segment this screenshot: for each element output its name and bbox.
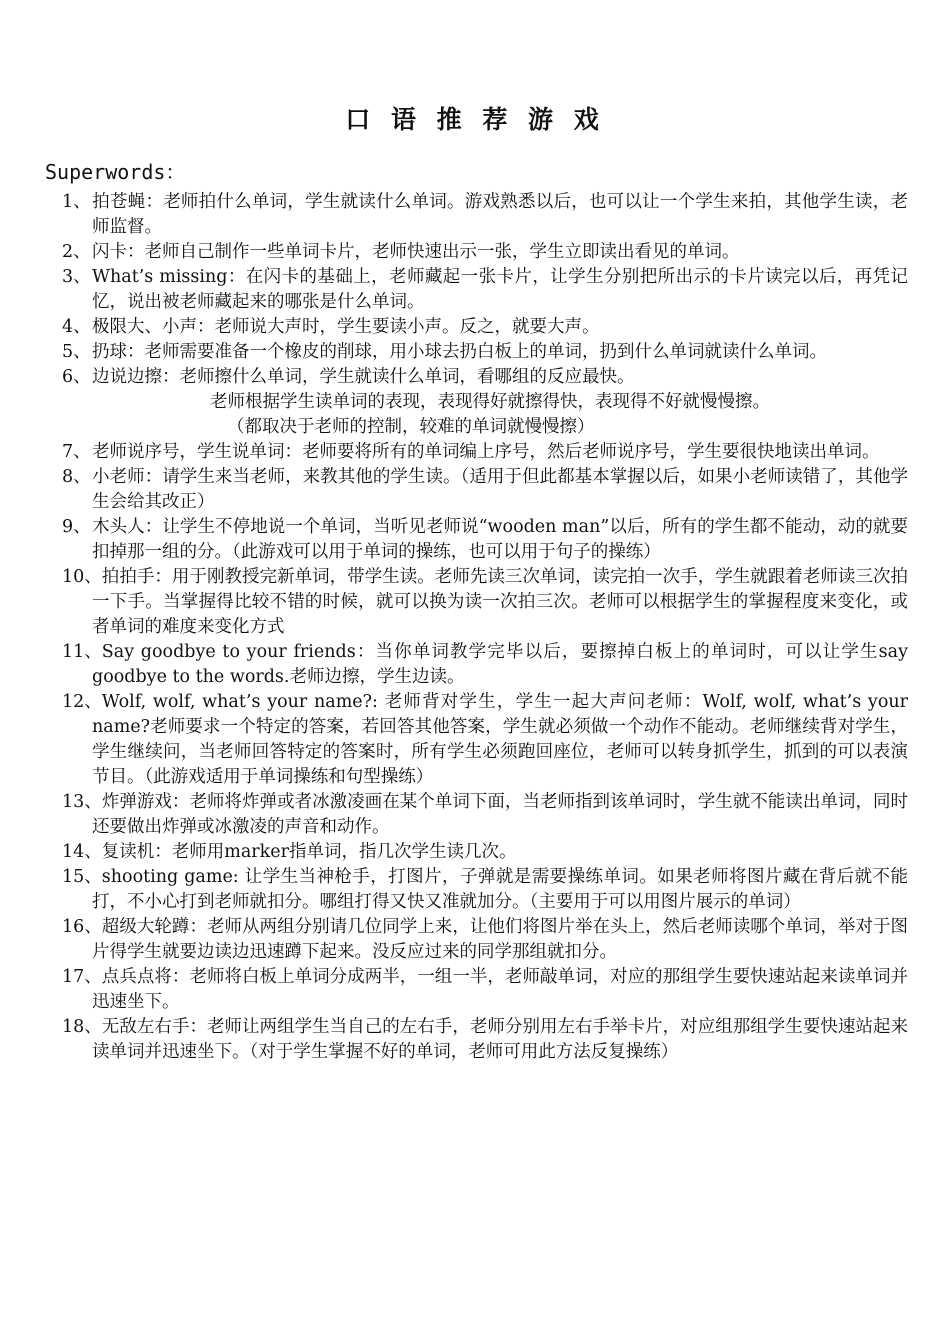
list-item bbox=[62, 915, 908, 965]
item-number: 6、 bbox=[62, 367, 91, 387]
item-subnote: 老师根据学生读单词的表现，表现得好就擦得快，表现得不好就慢慢擦。 bbox=[210, 392, 770, 412]
item-text: 拍拍手：用于刚教授完新单词，带学生读。老师先读三次单词，读完拍一次手，学生就跟着老师读三次拍一下手。当掌握得比较不错的时候，就可以换为读一次拍三次。老师可以根据学生的掌握程度来变化，或者单词的难度来变化方式 bbox=[92, 567, 908, 637]
item-subnote: （都取决于老师的控制，较难的单词就慢慢擦） bbox=[227, 417, 595, 437]
game-list bbox=[62, 190, 908, 1065]
item-text: 拍苍蝇：老师拍什么单词，学生就读什么单词。游戏熟悉以后，也可以让一个学生来拍，其他学生读，老师监督。 bbox=[92, 192, 908, 237]
item-text: Say goodbye to your friends：当你单词教学完毕以后，要擦掉白板上的单词时，可以让学生say goodbye to the words.老师边擦，学生边读。 bbox=[92, 642, 908, 687]
item-text: 小老师：请学生来当老师，来教其他的学生读。（适用于但此都基本掌握以后，如果小老师读错了，其他学生会给其改正） bbox=[92, 467, 908, 512]
page-title: 口 语 推 荐 游 戏 bbox=[345, 105, 605, 134]
item-text: 闪卡：老师自己制作一些单词卡片，老师快速出示一张，学生立即读出看见的单词。 bbox=[92, 242, 740, 262]
section-label: Superwords： bbox=[45, 160, 186, 184]
item-text: 老师说序号，学生说单词：老师要将所有的单词编上序号，然后老师说序号，学生要很快地读出单词。 bbox=[92, 442, 880, 462]
item-text: 炸弹游戏：老师将炸弹或者冰激凌画在某个单词下面，当老师指到该单词时，学生就不能读出单词，同时还要做出炸弹或冰激凌的声音和动作。 bbox=[92, 792, 908, 837]
list-item bbox=[62, 565, 908, 640]
item-text: shooting game: 让学生当神枪手，打图片，子弹就是需要操练单词。如果老师将图片藏在背后就不能打，不小心打到老师就扣分。哪组打得又快又准就加分。（主要用于可以用图片展示的单词） bbox=[92, 867, 908, 912]
item-number: 1、 bbox=[62, 192, 91, 212]
list-item bbox=[62, 840, 908, 865]
item-number: 3、 bbox=[62, 267, 91, 287]
list-item bbox=[62, 965, 908, 1015]
item-number: 12、 bbox=[62, 692, 102, 712]
item-text: Wolf, wolf, what’s your name?: 老师背对学生，学生一起大声问老师：Wolf, wolf, what’s your name?老师要求一个特定的答案，若回答其他答案，学生就必须做一个动作不能动。老师继续背对学生，学生继续问，当老师回答特定的答案时，所有学生必须跑回座位，老师可以转身抓学生，抓到的可以表演节目。（此游戏适用于单词操练和句型操练） bbox=[92, 692, 908, 787]
item-number: 5、 bbox=[62, 342, 91, 362]
item-number: 11、 bbox=[62, 642, 102, 662]
list-item bbox=[62, 315, 908, 340]
list-item bbox=[62, 265, 908, 315]
item-text: 极限大、小声：老师说大声时，学生要读小声。反之，就要大声。 bbox=[92, 317, 600, 337]
list-item bbox=[62, 465, 908, 515]
item-number: 15、 bbox=[62, 867, 102, 887]
item-text: 无敌左右手：老师让两组学生当自己的左右手，老师分别用左右手举卡片，对应组那组学生要快速站起来读单词并迅速坐下。（对于学生掌握不好的单词，老师可用此方法反复操练） bbox=[92, 1017, 908, 1062]
list-item bbox=[62, 365, 908, 390]
item-number: 4、 bbox=[62, 317, 91, 337]
list-item bbox=[62, 790, 908, 840]
item-number: 17、 bbox=[62, 967, 102, 987]
item-number: 2、 bbox=[62, 242, 91, 262]
list-item bbox=[62, 340, 908, 365]
item-text: 复读机：老师用marker指单词，指几次学生读几次。 bbox=[101, 842, 517, 862]
item-text: 超级大轮蹲：老师从两组分别请几位同学上来，让他们将图片举在头上，然后老师读哪个单词，举对于图片得学生就要边读边迅速蹲下起来。没反应过来的同学那组就扣分。 bbox=[92, 917, 908, 962]
item-text: 边说边擦：老师擦什么单词，学生就读什么单词，看哪组的反应最快。 bbox=[92, 367, 635, 387]
item-number: 16、 bbox=[62, 917, 102, 937]
item-text: 点兵点将：老师将白板上单词分成两半，一组一半，老师敲单词，对应的那组学生要快速站起来读单词并迅速坐下。 bbox=[92, 967, 908, 1012]
list-item bbox=[62, 1015, 908, 1065]
item-number: 8、 bbox=[62, 467, 91, 487]
item-text: 扔球：老师需要准备一个橡皮的削球，用小球去扔白板上的单词，扔到什么单词就读什么单词。 bbox=[92, 342, 827, 362]
item-number: 9、 bbox=[62, 517, 91, 537]
list-item bbox=[62, 190, 908, 240]
item-number: 10、 bbox=[62, 567, 102, 587]
item-text: What’s missing：在闪卡的基础上，老师藏起一张卡片，让学生分别把所出示的卡片读完以后，再凭记忆，说出被老师藏起来的哪张是什么单词。 bbox=[92, 267, 908, 312]
list-item bbox=[62, 865, 908, 915]
list-item bbox=[62, 515, 908, 565]
item-number: 14、 bbox=[62, 842, 102, 862]
item-number: 18、 bbox=[62, 1017, 102, 1037]
list-item bbox=[62, 690, 908, 790]
list-item bbox=[62, 640, 908, 690]
item-number: 13、 bbox=[62, 792, 102, 812]
item-number: 7、 bbox=[62, 442, 91, 462]
item-text: 木头人：让学生不停地说一个单词，当听见老师说“wooden man”以后，所有的学生都不能动，动的就要扣掉那一组的分。（此游戏可以用于单词的操练，也可以用于句子的操练） bbox=[92, 517, 908, 562]
list-item bbox=[62, 240, 908, 265]
list-item bbox=[62, 440, 908, 465]
